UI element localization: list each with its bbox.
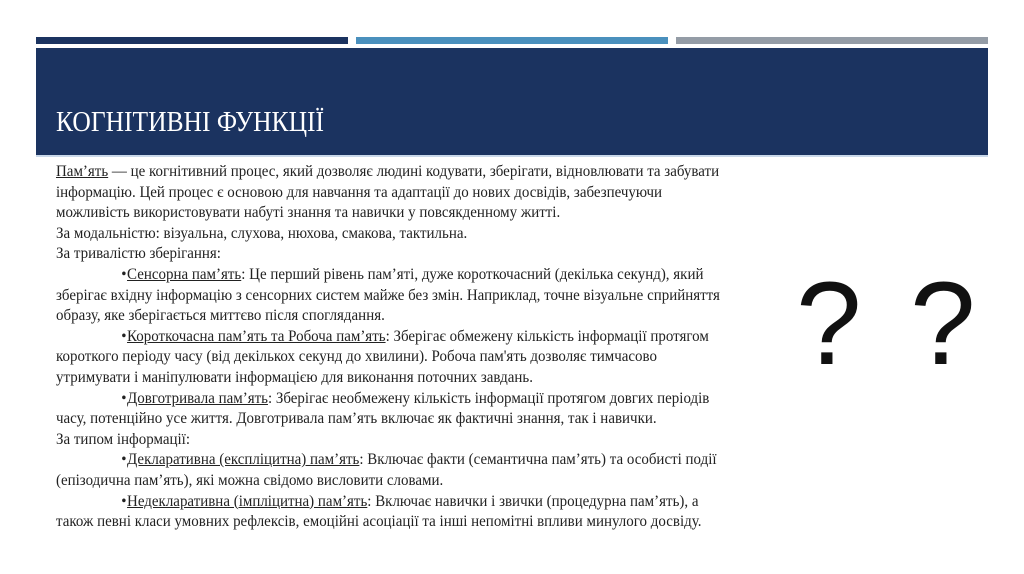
list-item <box>56 492 733 533</box>
list-item-text: : Це перший рівень пам’яті, дуже короткочасний (декілька секунд), який зберігає вхідну інформацію з сенсорних систем майже без змін. Наприклад, точне візуальне сприйняття образу, яке зберігається миттєво після споглядання. <box>56 265 720 325</box>
accent-bar-blue <box>356 37 668 44</box>
slide-body <box>56 162 733 533</box>
list-item-text: : Включає факти (семантична пам’ять) та особисті події (епізодична пам’ять), які можна свідомо висловити словами. <box>56 451 717 489</box>
bullet-icon: • <box>121 451 127 469</box>
list-item-term: Декларативна (експліцитна) пам’ять <box>127 451 360 469</box>
bullet-icon: • <box>121 492 127 510</box>
accent-bar-navy <box>36 37 348 44</box>
slide-title: КОГНІТИВНІ ФУНКЦІЇ <box>56 106 325 138</box>
bullet-icon: • <box>121 265 127 283</box>
list-item <box>56 327 733 389</box>
list-item-text: : Зберігає обмежену кількість інформації протягом короткого періоду часу (від декількох секунд до хвилини). Робоча пам'ять дозволяє тимчасово утримувати і маніпулювати інформацією для виконання поточних завдань. <box>56 327 709 386</box>
bullet-icon: • <box>121 389 127 407</box>
list-item-text: : Зберігає необмежену кількість інформації протягом довгих періодів часу, потенційно усе життя. Довготривала пам’ять включає як фактичні знання, так і навички. <box>56 389 710 428</box>
question-mark-icon: ? <box>910 258 976 390</box>
type-heading: За типом інформації: <box>56 430 190 448</box>
modality-line: За модальністю: візуальна, слухова, нюхова, смакова, тактильна. <box>56 224 468 242</box>
term-memory: Пам’ять <box>56 163 109 180</box>
bullet-icon: • <box>121 327 127 345</box>
list-item-term: Короткочасна пам’ять та Робоча пам’ять <box>127 327 386 345</box>
list-item-term: Сенсорна пам’ять <box>127 265 242 283</box>
list-item <box>56 389 733 430</box>
list-item-term: Довготривала пам’ять <box>127 389 268 407</box>
list-item-text: : Включає навички і звички (процедурна пам’ять), а також певні класи умовних рефлексів, емоційні асоціації та інші непомітні впливи минулого досвіду. <box>56 492 702 531</box>
list-item-term: Недекларативна (імпліцитна) пам’ять <box>127 492 368 510</box>
accent-bar-gray <box>676 37 988 44</box>
intro-text: — це когнітивний процес, який дозволяє людині кодувати, зберігати, відновлювати та забувати інформацію. Цей процес є основою для навчання та адаптації до нових досвідів, забезпечуючи можливість використовувати набуті знання та навички у повсякденному житті. <box>56 163 720 222</box>
list-item <box>56 450 733 491</box>
title-banner <box>36 48 988 157</box>
intro-paragraph <box>56 162 733 224</box>
duration-heading: За тривалістю зберігання: <box>56 245 221 263</box>
question-mark-icon: ? <box>796 258 862 390</box>
list-item <box>56 265 733 327</box>
